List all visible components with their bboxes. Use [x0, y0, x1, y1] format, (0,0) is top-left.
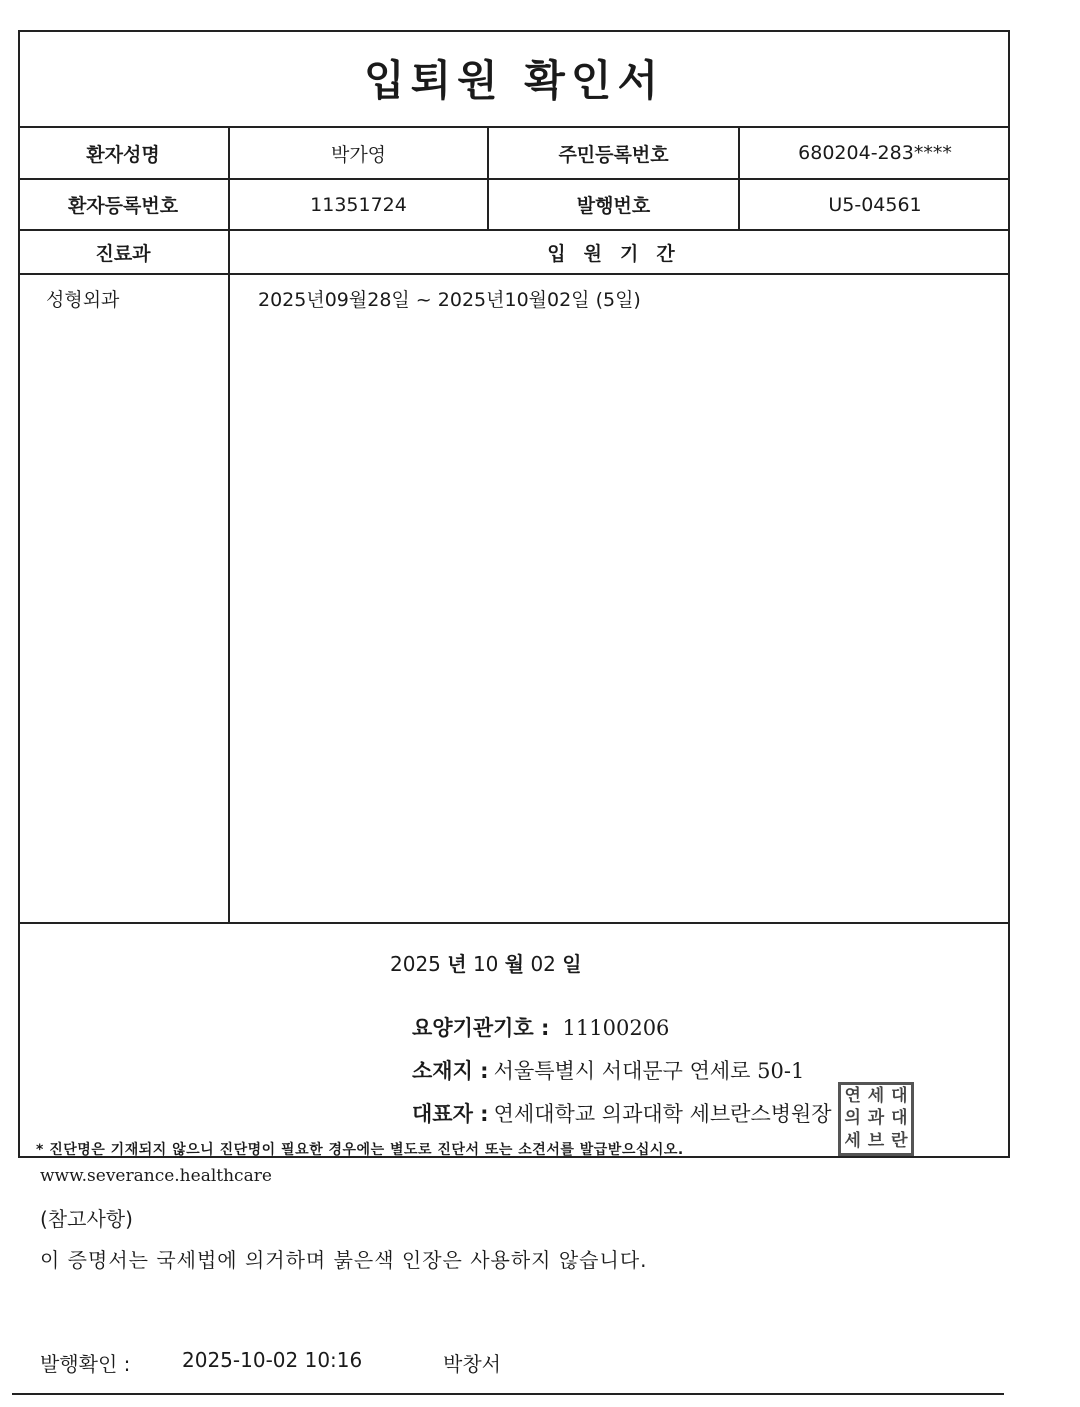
admission-period-value: 2025년09월28일 ~ 2025년10월02일 (5일) [258, 289, 641, 311]
institution-address [412, 1055, 804, 1085]
rrn-label: 주민등록번호 [558, 143, 669, 166]
month-unit: 월 [504, 952, 525, 976]
year-unit: 년 [447, 952, 467, 976]
institution-code-label: 요양기관기호 : [412, 1016, 550, 1040]
diagnosis-notice: * 진단명은 기재되지 않으니 진단명이 필요한 경우에는 별도로 진단서 또는 소견서를 발급받으십시오. [36, 1142, 684, 1158]
website-url: www.severance.healthcare [40, 1166, 272, 1186]
issue-month: 10 [472, 952, 499, 976]
official-seal: 연 세 대 의 과 대 세 브 란 [838, 1082, 914, 1156]
issue-confirm-datetime: 2025-10-02 10:16 [182, 1348, 363, 1372]
issue-day: 02 [530, 952, 556, 976]
day-unit: 일 [562, 952, 582, 976]
department-header: 진료과 [95, 242, 151, 265]
issue-year: 2025 [390, 952, 441, 976]
registration-number: 11351724 [310, 193, 407, 216]
institution-code [412, 1012, 669, 1042]
patient-name: 박가영 [330, 143, 387, 166]
address-label: 소재지 : [412, 1059, 489, 1083]
footer-divider [12, 1393, 1004, 1395]
document-title: 입퇴원 확인서 [363, 56, 665, 105]
admission-period-header: 입원기간 [547, 242, 693, 265]
remarks-title: (참고사항) [40, 1207, 133, 1231]
address-value: 서울특별시 서대문구 연세로 50-1 [493, 1059, 805, 1083]
institution-code-value: 11100206 [562, 1016, 670, 1040]
issue-confirm-label: 발행확인 : [40, 1352, 131, 1376]
registration-label: 환자등록번호 [67, 195, 179, 217]
department-value: 성형외과 [46, 289, 120, 311]
remarks-text: 이 증명서는 국세법에 의거하며 붉은색 인장은 사용하지 않습니다. [40, 1248, 648, 1272]
table-divider [18, 273, 1010, 275]
table-divider [18, 922, 1010, 924]
issuer-name: 박창서 [443, 1352, 501, 1376]
patient-name-label: 환자성명 [86, 143, 160, 166]
representative-value: 연세대학교 의과대학 세브란스병원장 [493, 1102, 832, 1126]
issue-number-label: 발행번호 [576, 195, 651, 217]
representative-label: 대표자 : [412, 1102, 489, 1126]
issue-number: U5-04561 [828, 193, 922, 216]
issue-date [390, 948, 582, 977]
institution-representative [412, 1098, 832, 1128]
rrn-value: 680204-283**** [798, 142, 952, 164]
